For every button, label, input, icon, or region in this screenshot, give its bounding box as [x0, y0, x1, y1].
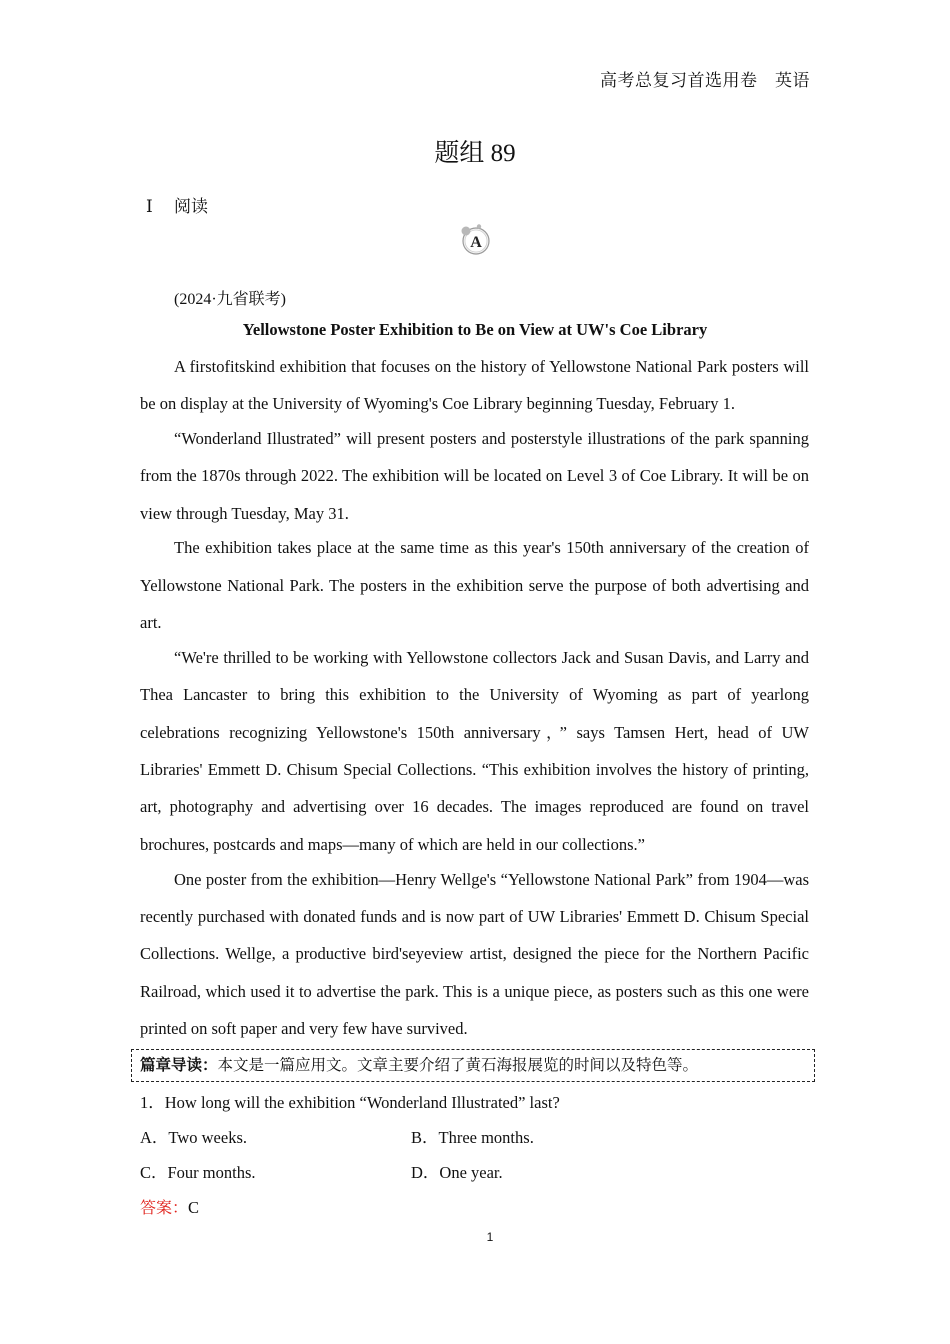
option-a: A．Two weeks. [140, 1128, 247, 1147]
option-c: C．Four months. [140, 1163, 256, 1182]
source-note: (2024·九省联考) [174, 291, 286, 308]
article-paragraph: The exhibition takes place at the same time as this year's 150th anniversary of the creation of Yellowstone National Park. The posters in the exhibition serve the purpose of both advertising and art. [140, 538, 809, 633]
option-d: D．One year. [411, 1163, 503, 1182]
section-number: Ⅰ [146, 197, 153, 216]
article-paragraph: A firstofitskind exhibition that focuses on the history of Yellowstone National Park posters will be on display at the University of Wyoming's Coe Library beginning Tuesday, February 1. [140, 357, 809, 414]
page-header: 高考总复习首选用卷 英语 [600, 71, 810, 90]
passage-badge [461, 224, 491, 256]
option-b: B．Three months. [411, 1128, 534, 1147]
page-number: 1 [486, 1230, 494, 1244]
guide-text: 本文是一篇应用文。文章主要介绍了黄石海报展览的时间以及特色等。 [217, 1056, 699, 1074]
article-body [140, 348, 809, 1045]
reading-guide-box [131, 1049, 815, 1082]
article-paragraph: “We're thrilled to be working with Yellowstone collectors Jack and Susan Davis, and Larry and Thea Lancaster to bring this exhibition to the University of Wyoming as part of yearlong celebrations recognizing Yellowstone's 150th anniversary，” says Tamsen Hert, head of UW Libraries' Emmett D. Chisum Special Collections. “This exhibition involves the history of printing, art, photography and advertising over 16 decades. The images reproduced are found on travel brochures, postcards and maps—many of which are held in our collections.” [140, 647, 809, 854]
section-heading [146, 192, 208, 217]
article-paragraph: “Wonderland Illustrated” will present posters and posterstyle illustrations of the park spanning from the 1870s through 2022. The exhibition will be located on Level 3 of Coe Library. It will be on view through Tuesday, May 31. [140, 429, 809, 523]
answer-value: C [188, 1198, 200, 1217]
section-label: 阅读 [174, 197, 208, 216]
article-paragraph: One poster from the exhibition—Henry Wellge's “Yellowstone National Park” from 1904—was recently purchased with donated funds and is now part of UW Libraries' Emmett D. Chisum Special Collections. Wellge, a productive bird'seyeview artist, designed the piece for the Northern Pacific Railroad, which used it to advertise the park. This is a unique piece, as posters such as this one were printed on soft paper and very few have survived. [140, 869, 809, 1039]
answer-line [140, 1195, 199, 1218]
question-text: 1．How long will the exhibition “Wonderland Illustrated” last? [140, 1093, 560, 1112]
answer-label: 答案： [140, 1198, 189, 1217]
badge-letter: A [470, 234, 482, 251]
guide-label: 篇章导读： [140, 1056, 218, 1074]
page-title: 题组 89 [434, 140, 516, 167]
article-title: Yellowstone Poster Exhibition to Be on View at UW's Coe Library [242, 320, 708, 339]
